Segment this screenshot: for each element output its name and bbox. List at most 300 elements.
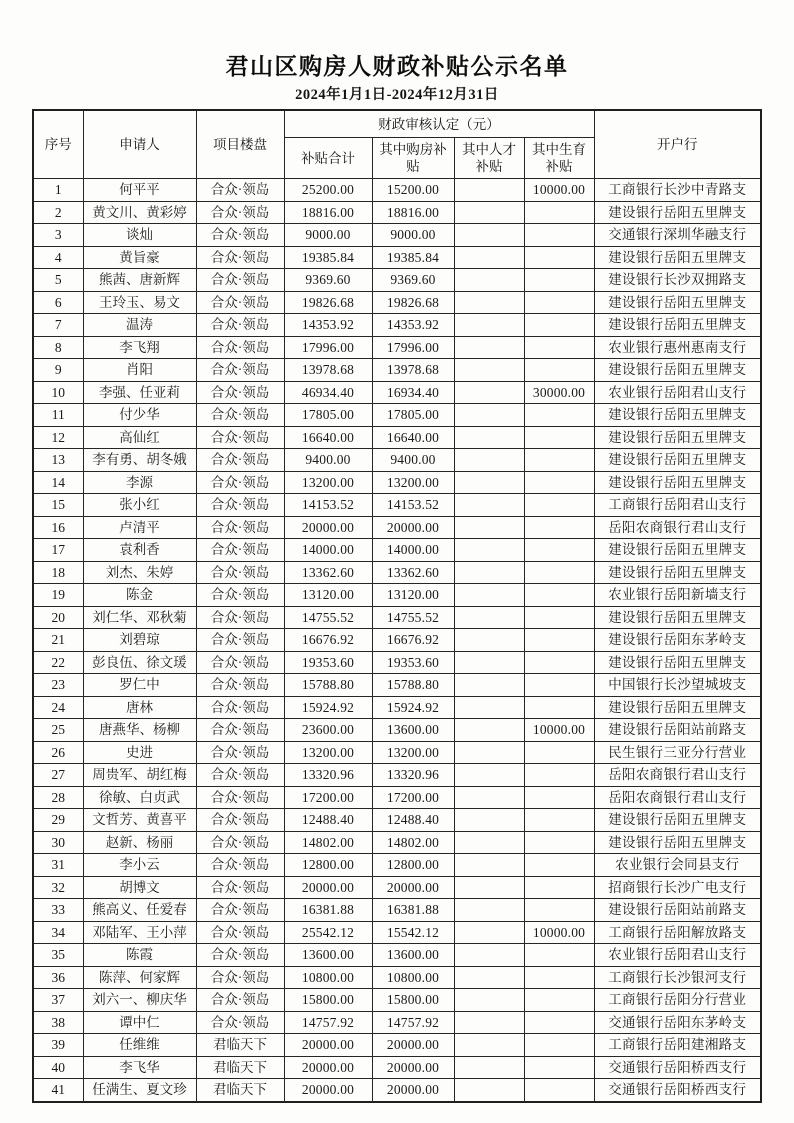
cell-purchase: 20000.00 [372, 1034, 454, 1057]
cell-seq: 7 [33, 314, 83, 337]
cell-applicant: 肖阳 [83, 359, 196, 382]
cell-talent [454, 336, 524, 359]
cell-childbirth [524, 831, 594, 854]
cell-total: 13320.96 [284, 764, 372, 787]
cell-project: 合众·领岛 [196, 921, 284, 944]
cell-total: 23600.00 [284, 719, 372, 742]
table-row [33, 516, 761, 539]
cell-childbirth: 30000.00 [524, 381, 594, 404]
cell-applicant: 胡博文 [83, 876, 196, 899]
cell-project: 合众·领岛 [196, 719, 284, 742]
cell-childbirth: 10000.00 [524, 179, 594, 202]
cell-seq: 34 [33, 921, 83, 944]
cell-applicant: 彭良伍、徐文瑗 [83, 651, 196, 674]
cell-talent [454, 404, 524, 427]
cell-childbirth [524, 359, 594, 382]
cell-seq: 19 [33, 584, 83, 607]
cell-applicant: 刘六一、柳庆华 [83, 989, 196, 1012]
cell-project: 合众·领岛 [196, 314, 284, 337]
cell-project: 合众·领岛 [196, 629, 284, 652]
cell-childbirth [524, 1034, 594, 1057]
cell-childbirth [524, 1011, 594, 1034]
cell-talent [454, 606, 524, 629]
cell-total: 16640.00 [284, 426, 372, 449]
cell-seq: 11 [33, 404, 83, 427]
cell-purchase: 9369.60 [372, 269, 454, 292]
cell-applicant: 徐敏、白贞武 [83, 786, 196, 809]
table-row [33, 899, 761, 922]
table-row [33, 584, 761, 607]
cell-applicant: 任维维 [83, 1034, 196, 1057]
cell-purchase: 12800.00 [372, 854, 454, 877]
col-header-talent: 其中人才补贴 [454, 138, 524, 179]
col-header-audit-group: 财政审核认定（元） [284, 110, 594, 138]
cell-total: 14755.52 [284, 606, 372, 629]
cell-project: 合众·领岛 [196, 696, 284, 719]
cell-talent [454, 314, 524, 337]
cell-talent [454, 696, 524, 719]
cell-bank: 民生银行三亚分行营业 [594, 741, 761, 764]
cell-purchase: 15800.00 [372, 989, 454, 1012]
cell-talent [454, 291, 524, 314]
cell-purchase: 14757.92 [372, 1011, 454, 1034]
table-row [33, 764, 761, 787]
cell-talent [454, 966, 524, 989]
cell-childbirth [524, 786, 594, 809]
cell-seq: 12 [33, 426, 83, 449]
cell-purchase: 13200.00 [372, 741, 454, 764]
cell-seq: 24 [33, 696, 83, 719]
cell-bank: 建设银行岳阳五里牌支 [594, 201, 761, 224]
cell-applicant: 邓陆军、王小萍 [83, 921, 196, 944]
cell-purchase: 9000.00 [372, 224, 454, 247]
cell-bank: 岳阳农商银行君山支行 [594, 786, 761, 809]
cell-project: 合众·领岛 [196, 899, 284, 922]
table-row [33, 471, 761, 494]
cell-bank: 中国银行长沙望城坡支 [594, 674, 761, 697]
table-row [33, 561, 761, 584]
cell-applicant: 王玲玉、易文 [83, 291, 196, 314]
table-row [33, 404, 761, 427]
cell-applicant: 唐林 [83, 696, 196, 719]
cell-seq: 3 [33, 224, 83, 247]
cell-purchase: 20000.00 [372, 1056, 454, 1079]
cell-childbirth [524, 944, 594, 967]
cell-childbirth [524, 899, 594, 922]
cell-bank: 建设银行岳阳五里牌支 [594, 539, 761, 562]
cell-bank: 建设银行岳阳五里牌支 [594, 651, 761, 674]
cell-project: 合众·领岛 [196, 764, 284, 787]
cell-talent [454, 449, 524, 472]
cell-total: 19826.68 [284, 291, 372, 314]
cell-project: 君临天下 [196, 1079, 284, 1102]
cell-project: 合众·领岛 [196, 449, 284, 472]
cell-bank: 建设银行岳阳五里牌支 [594, 696, 761, 719]
cell-seq: 5 [33, 269, 83, 292]
cell-talent [454, 1011, 524, 1034]
cell-talent [454, 179, 524, 202]
cell-total: 13362.60 [284, 561, 372, 584]
cell-talent [454, 831, 524, 854]
cell-total: 14153.52 [284, 494, 372, 517]
table-row [33, 651, 761, 674]
cell-talent [454, 426, 524, 449]
cell-seq: 35 [33, 944, 83, 967]
cell-childbirth [524, 539, 594, 562]
cell-childbirth [524, 201, 594, 224]
cell-applicant: 袁利香 [83, 539, 196, 562]
cell-seq: 30 [33, 831, 83, 854]
cell-childbirth: 10000.00 [524, 719, 594, 742]
cell-seq: 28 [33, 786, 83, 809]
header-row-group [33, 110, 761, 138]
cell-purchase: 16381.88 [372, 899, 454, 922]
cell-total: 19353.60 [284, 651, 372, 674]
table-row [33, 719, 761, 742]
cell-project: 合众·领岛 [196, 404, 284, 427]
cell-total: 15924.92 [284, 696, 372, 719]
table-row [33, 1056, 761, 1079]
cell-bank: 农业银行惠州惠南支行 [594, 336, 761, 359]
cell-project: 合众·领岛 [196, 359, 284, 382]
cell-seq: 37 [33, 989, 83, 1012]
cell-applicant: 任满生、夏文珍 [83, 1079, 196, 1102]
cell-bank: 工商银行岳阳分行营业 [594, 989, 761, 1012]
cell-total: 20000.00 [284, 1034, 372, 1057]
cell-childbirth [524, 449, 594, 472]
col-header-purchase: 其中购房补贴 [372, 138, 454, 179]
cell-applicant: 李有勇、胡冬娥 [83, 449, 196, 472]
cell-bank: 建设银行岳阳五里牌支 [594, 246, 761, 269]
cell-applicant: 何平平 [83, 179, 196, 202]
cell-total: 16381.88 [284, 899, 372, 922]
cell-applicant: 谈灿 [83, 224, 196, 247]
table-row [33, 629, 761, 652]
cell-talent [454, 899, 524, 922]
cell-total: 14000.00 [284, 539, 372, 562]
cell-childbirth [524, 516, 594, 539]
table-row [33, 179, 761, 202]
cell-seq: 41 [33, 1079, 83, 1102]
table-row [33, 876, 761, 899]
cell-bank: 建设银行岳阳五里牌支 [594, 471, 761, 494]
cell-purchase: 19826.68 [372, 291, 454, 314]
cell-childbirth [524, 471, 594, 494]
cell-childbirth [524, 246, 594, 269]
cell-talent [454, 764, 524, 787]
cell-bank: 农业银行岳阳君山支行 [594, 944, 761, 967]
cell-seq: 31 [33, 854, 83, 877]
cell-project: 合众·领岛 [196, 876, 284, 899]
col-header-childbirth: 其中生育补贴 [524, 138, 594, 179]
table-row [33, 269, 761, 292]
cell-childbirth: 10000.00 [524, 921, 594, 944]
cell-purchase: 20000.00 [372, 876, 454, 899]
cell-total: 14757.92 [284, 1011, 372, 1034]
cell-talent [454, 674, 524, 697]
cell-seq: 40 [33, 1056, 83, 1079]
cell-talent [454, 471, 524, 494]
cell-childbirth [524, 584, 594, 607]
cell-project: 合众·领岛 [196, 516, 284, 539]
table-row [33, 1034, 761, 1057]
cell-bank: 建设银行岳阳东茅岭支 [594, 629, 761, 652]
cell-talent [454, 516, 524, 539]
cell-purchase: 20000.00 [372, 516, 454, 539]
cell-purchase: 15542.12 [372, 921, 454, 944]
cell-applicant: 刘碧琼 [83, 629, 196, 652]
table-row [33, 786, 761, 809]
cell-seq: 29 [33, 809, 83, 832]
cell-project: 合众·领岛 [196, 966, 284, 989]
cell-purchase: 19353.60 [372, 651, 454, 674]
cell-total: 25542.12 [284, 921, 372, 944]
cell-bank: 建设银行岳阳五里牌支 [594, 314, 761, 337]
table-row [33, 741, 761, 764]
cell-bank: 交通银行岳阳桥西支行 [594, 1079, 761, 1102]
cell-seq: 18 [33, 561, 83, 584]
cell-seq: 6 [33, 291, 83, 314]
cell-talent [454, 809, 524, 832]
cell-applicant: 陈金 [83, 584, 196, 607]
cell-talent [454, 494, 524, 517]
cell-talent [454, 359, 524, 382]
cell-applicant: 温涛 [83, 314, 196, 337]
table-row [33, 449, 761, 472]
cell-project: 合众·领岛 [196, 809, 284, 832]
cell-childbirth [524, 989, 594, 1012]
cell-applicant: 李小云 [83, 854, 196, 877]
cell-talent [454, 741, 524, 764]
cell-seq: 8 [33, 336, 83, 359]
table-row [33, 291, 761, 314]
cell-total: 14353.92 [284, 314, 372, 337]
cell-seq: 10 [33, 381, 83, 404]
cell-purchase: 13978.68 [372, 359, 454, 382]
cell-applicant: 文哲芳、黄喜平 [83, 809, 196, 832]
cell-bank: 农业银行会同县支行 [594, 854, 761, 877]
cell-project: 合众·领岛 [196, 426, 284, 449]
cell-project: 合众·领岛 [196, 381, 284, 404]
cell-bank: 工商银行长沙中青路支 [594, 179, 761, 202]
cell-applicant: 黄文川、黄彩婷 [83, 201, 196, 224]
table-row [33, 606, 761, 629]
cell-purchase: 16676.92 [372, 629, 454, 652]
cell-applicant: 刘仁华、邓秋菊 [83, 606, 196, 629]
cell-childbirth [524, 809, 594, 832]
cell-applicant: 黄旨豪 [83, 246, 196, 269]
cell-childbirth [524, 224, 594, 247]
cell-total: 20000.00 [284, 876, 372, 899]
cell-purchase: 20000.00 [372, 1079, 454, 1102]
cell-bank: 岳阳农商银行君山支行 [594, 516, 761, 539]
cell-seq: 9 [33, 359, 83, 382]
cell-applicant: 谭中仁 [83, 1011, 196, 1034]
cell-talent [454, 539, 524, 562]
cell-applicant: 赵新、杨丽 [83, 831, 196, 854]
cell-total: 20000.00 [284, 516, 372, 539]
cell-talent [454, 719, 524, 742]
cell-talent [454, 381, 524, 404]
cell-total: 9000.00 [284, 224, 372, 247]
cell-total: 16676.92 [284, 629, 372, 652]
cell-talent [454, 1056, 524, 1079]
cell-project: 合众·领岛 [196, 606, 284, 629]
cell-childbirth [524, 404, 594, 427]
table-row [33, 381, 761, 404]
table-row [33, 201, 761, 224]
cell-bank: 工商银行岳阳建湘路支 [594, 1034, 761, 1057]
table-row [33, 426, 761, 449]
cell-total: 13200.00 [284, 471, 372, 494]
cell-project: 合众·领岛 [196, 786, 284, 809]
cell-seq: 15 [33, 494, 83, 517]
cell-project: 合众·领岛 [196, 561, 284, 584]
cell-childbirth [524, 876, 594, 899]
cell-project: 合众·领岛 [196, 831, 284, 854]
cell-applicant: 陈霞 [83, 944, 196, 967]
date-range: 2024年1月1日-2024年12月31日 [295, 87, 499, 103]
table-row [33, 674, 761, 697]
cell-project: 合众·领岛 [196, 539, 284, 562]
cell-seq: 16 [33, 516, 83, 539]
cell-project: 合众·领岛 [196, 471, 284, 494]
cell-total: 9400.00 [284, 449, 372, 472]
table-row [33, 1011, 761, 1034]
subsidy-table [32, 109, 762, 1103]
table-row [33, 1079, 761, 1102]
cell-purchase: 14000.00 [372, 539, 454, 562]
cell-childbirth [524, 314, 594, 337]
cell-childbirth [524, 1056, 594, 1079]
table-row [33, 696, 761, 719]
cell-total: 13600.00 [284, 944, 372, 967]
cell-childbirth [524, 741, 594, 764]
cell-seq: 20 [33, 606, 83, 629]
cell-bank: 工商银行岳阳君山支行 [594, 494, 761, 517]
cell-bank: 招商银行长沙广电支行 [594, 876, 761, 899]
cell-seq: 23 [33, 674, 83, 697]
cell-bank: 建设银行岳阳五里牌支 [594, 449, 761, 472]
cell-purchase: 9400.00 [372, 449, 454, 472]
cell-childbirth [524, 291, 594, 314]
cell-total: 19385.84 [284, 246, 372, 269]
cell-purchase: 13200.00 [372, 471, 454, 494]
col-header-seq: 序号 [33, 110, 83, 179]
cell-talent [454, 989, 524, 1012]
cell-talent [454, 921, 524, 944]
cell-purchase: 15924.92 [372, 696, 454, 719]
cell-purchase: 10800.00 [372, 966, 454, 989]
cell-seq: 27 [33, 764, 83, 787]
cell-childbirth [524, 426, 594, 449]
cell-total: 15800.00 [284, 989, 372, 1012]
cell-total: 18816.00 [284, 201, 372, 224]
cell-bank: 建设银行岳阳五里牌支 [594, 831, 761, 854]
cell-bank: 建设银行岳阳五里牌支 [594, 561, 761, 584]
cell-bank: 建设银行岳阳五里牌支 [594, 359, 761, 382]
cell-applicant: 熊茜、唐新辉 [83, 269, 196, 292]
col-header-project: 项目楼盘 [196, 110, 284, 179]
col-header-total: 补贴合计 [284, 138, 372, 179]
cell-total: 25200.00 [284, 179, 372, 202]
cell-project: 合众·领岛 [196, 674, 284, 697]
cell-childbirth [524, 651, 594, 674]
cell-purchase: 16934.40 [372, 381, 454, 404]
cell-project: 合众·领岛 [196, 494, 284, 517]
table-row [33, 539, 761, 562]
cell-seq: 14 [33, 471, 83, 494]
cell-childbirth [524, 696, 594, 719]
cell-talent [454, 201, 524, 224]
cell-purchase: 18816.00 [372, 201, 454, 224]
cell-bank: 交通银行岳阳东茅岭支 [594, 1011, 761, 1034]
cell-bank: 建设银行岳阳五里牌支 [594, 291, 761, 314]
cell-applicant: 卢清平 [83, 516, 196, 539]
cell-seq: 38 [33, 1011, 83, 1034]
cell-total: 13978.68 [284, 359, 372, 382]
cell-total: 17996.00 [284, 336, 372, 359]
cell-total: 12800.00 [284, 854, 372, 877]
cell-bank: 建设银行岳阳站前路支 [594, 719, 761, 742]
cell-seq: 36 [33, 966, 83, 989]
cell-talent [454, 269, 524, 292]
cell-applicant: 李飞华 [83, 1056, 196, 1079]
cell-project: 合众·领岛 [196, 651, 284, 674]
cell-talent [454, 651, 524, 674]
cell-talent [454, 1079, 524, 1102]
cell-total: 12488.40 [284, 809, 372, 832]
table-row [33, 966, 761, 989]
cell-purchase: 17805.00 [372, 404, 454, 427]
cell-project: 合众·领岛 [196, 336, 284, 359]
cell-total: 14802.00 [284, 831, 372, 854]
cell-applicant: 陈萍、何家辉 [83, 966, 196, 989]
cell-bank: 建设银行岳阳五里牌支 [594, 426, 761, 449]
cell-talent [454, 584, 524, 607]
cell-purchase: 14353.92 [372, 314, 454, 337]
table-row [33, 494, 761, 517]
cell-seq: 32 [33, 876, 83, 899]
cell-childbirth [524, 336, 594, 359]
cell-talent [454, 854, 524, 877]
cell-childbirth [524, 854, 594, 877]
cell-seq: 1 [33, 179, 83, 202]
cell-bank: 农业银行岳阳新墙支行 [594, 584, 761, 607]
cell-applicant: 李强、任亚莉 [83, 381, 196, 404]
cell-seq: 26 [33, 741, 83, 764]
cell-bank: 建设银行长沙双拥路支 [594, 269, 761, 292]
cell-project: 合众·领岛 [196, 584, 284, 607]
table-row [33, 336, 761, 359]
cell-applicant: 唐燕华、杨柳 [83, 719, 196, 742]
cell-bank: 工商银行岳阳解放路支 [594, 921, 761, 944]
cell-applicant: 张小红 [83, 494, 196, 517]
cell-purchase: 13320.96 [372, 764, 454, 787]
cell-applicant: 李源 [83, 471, 196, 494]
cell-purchase: 14153.52 [372, 494, 454, 517]
cell-purchase: 15788.80 [372, 674, 454, 697]
cell-total: 46934.40 [284, 381, 372, 404]
cell-talent [454, 1034, 524, 1057]
cell-project: 合众·领岛 [196, 224, 284, 247]
cell-total: 17805.00 [284, 404, 372, 427]
cell-seq: 21 [33, 629, 83, 652]
cell-talent [454, 876, 524, 899]
cell-seq: 2 [33, 201, 83, 224]
cell-project: 合众·领岛 [196, 246, 284, 269]
cell-project: 合众·领岛 [196, 179, 284, 202]
